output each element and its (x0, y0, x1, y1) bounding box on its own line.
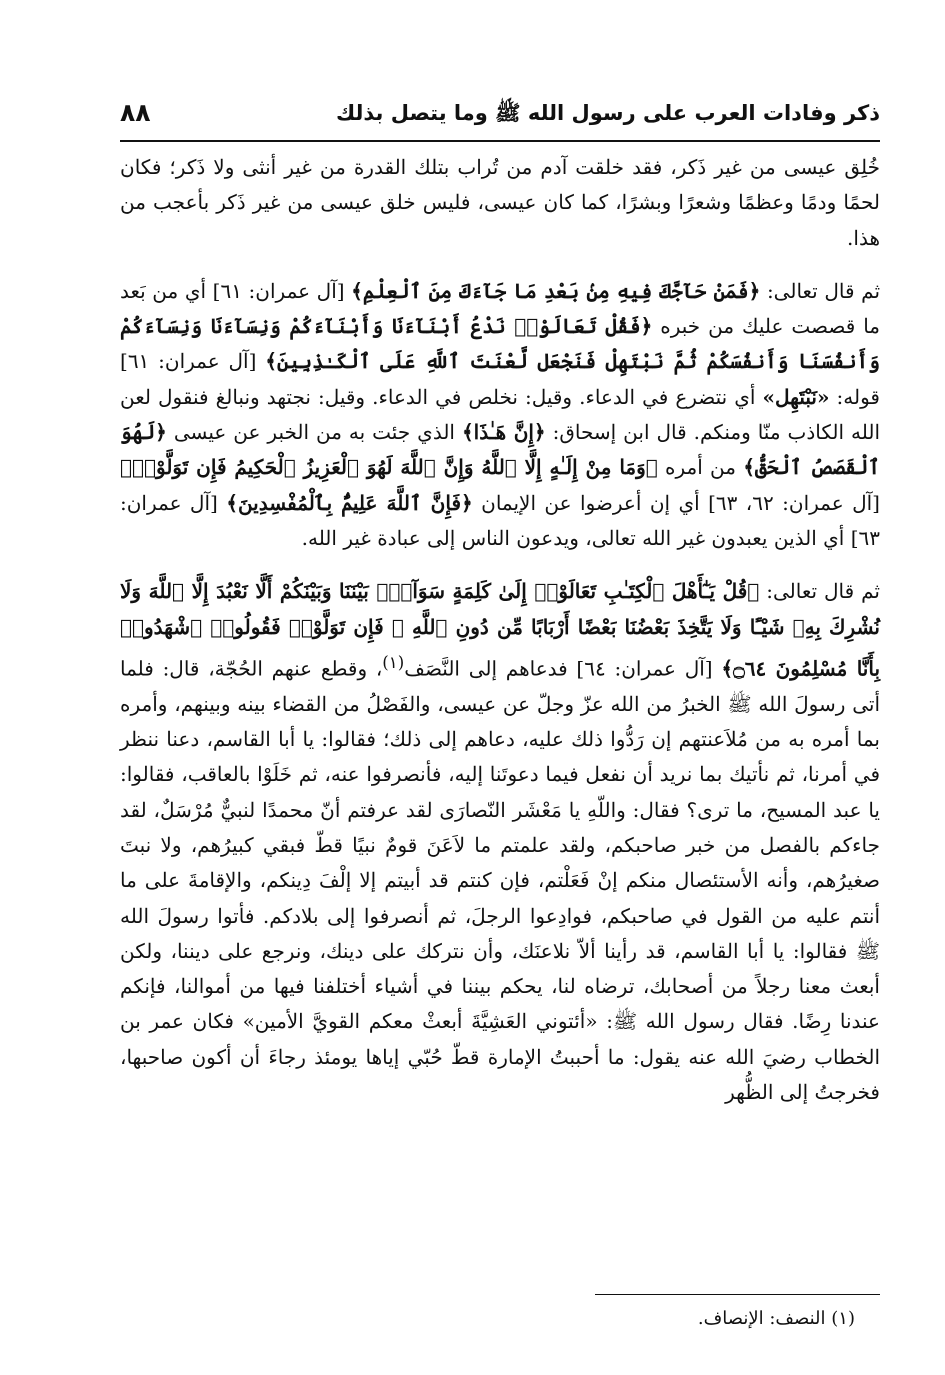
text-run: من أمره (657, 455, 744, 480)
text-run: [آل عمران: ٦١] أي من بَعد ما قصصت عليك من خبره (120, 278, 880, 339)
quran-verse: ﴿إِنَّ هَـٰذَا﴾ (461, 420, 546, 445)
page-number: ٨٨ (120, 98, 151, 127)
text-run: [آل عمران: ٦١] قوله: (120, 349, 880, 409)
quran-verse: ﴿فَمَنْ حَآجَّكَ فِيهِ مِنۢ بَعْدِ مَا جَآءَكَ مِنَ ٱلْعِلْمِ﴾ (351, 278, 761, 303)
footnote-1: (١) النصف: الإنصاف. (697, 1308, 855, 1329)
quran-verse: ﴿لَهُوَ ٱلْقَصَصُ ٱلْحَقُّ﴾ (120, 420, 881, 480)
quran-verse: ﴿فَقُلْ تَعَالَوْا۟ نَدْعُ أَبْنَآءَنَا وَأَبْنَآءَكُمْ وَنِسَآءَنَا وَنِسَآءَكُمْ وَأَنفُسَنَا وَأَنفُسَكُمْ ثُمَّ نَبْتَهِلْ فَنَجْعَل لَّعْنَتَ ٱللَّهِ عَلَى ٱلْكَـٰذِبِينَ﴾ (120, 314, 880, 374)
text-run: ، وقطع عنهم الحُجّة، قال: فلما أتى رسولَ الله ﷺ الخبرُ من الله عزّ وجلّ عن عيسى، والفَصْلُ من القضاء بينه وبينهم، وأمره بما أمره به من مُلاَعنتهم إن رَدُّوا ذلك عليه، دعاهم إلى ذلك؛ فقالوا: يا أبا القاسم، دعنا ننظر في أمرنا، ثم نأتيك بما نريد أن نفعل فيما دعوتَنا إليه، فأنصرفوا عنه، ثم خَلَوْا بالعاقب، فقالوا: يا عبد المسيح، ما ترى؟ فقال: واللّهِ يا مَعْشَر النّصارَى لقد عرفتم أنّ محمدًا لنبيٌّ مُرْسَلٌ، لقد جاءكم بالفصل من خبر صاحبكم، ولقد علمتم ما لاَعَنَ قومٌ نبيًا قطّ فبقي كبيرُهم، ولا نبتَ صغيرُهم، وأنه الأستئصال منكم إنْ فَعَلْتم، فإن كنتم قد أبيتم إلا إلْفَ دِينكم، والإقامةَ على ما أنتم عليه من القول في صاحبكم، فوادِعوا الرجلَ، ثم أنصرفوا إلى بلادكم. فأتوا رسولَ الله ﷺ فقالوا: يا أبا القاسم، قد رأينا ألاّ نلاعنَك، وأن نتركك على دينك، ونرجع على ديننا، ولكن أبعث معنا رجلاً من أصحابك، ترضاه لنا، يحكم بيننا في أشياء أختلفنا فيها من أموالنا، فإنكم عندنا رِضًا. فقال رسول الله ﷺ: «أئتوني العَشِيَّةَ أبعثْ معكم القويَّ الأمين» فكان عمر بن الخطاب رضيَ الله عنه يقول: ما أحببتُ الإمارة قطّ حُبّي إياها يومئذ رجاءَ أن أكون صاحبها، فخرجتُ إلى الظُّهر (120, 656, 880, 1105)
text-run: [آل عمران: ٦٤] فدعاهم إلى النَّصَف (404, 656, 722, 681)
footnote-separator (595, 1294, 880, 1295)
text-run: الذي جئت به من الخبر عن عيسى (166, 420, 462, 445)
quran-verse: ﴿فَإِنَّ ٱللَّهَ عَلِيمٌۢ بِٱلْمُفْسِدِينَ﴾ (226, 490, 473, 515)
text-run: [آل عمران: ٦٣] أي الذين يعبدون غير الله تعالى، ويدعون الناس إلى عبادة غير الله. (120, 490, 880, 550)
footnote-ref: (١) (382, 652, 405, 672)
text-run: ثم قال تعالى: (759, 579, 880, 604)
paragraph-1: خُلِق عيسى من غير ذَكر، فقد خلقت آدم من تُراب بتلك القدرة من غير أنثى ولا ذَكر؛ فكان لحمًا ودمًا وعظمًا وشعرًا وبشرًا، كما كان عيسى، فليس خلق عيسى من غير ذَكر بأعجب من هذا. (120, 155, 880, 250)
text-run: [آل عمران: ٦٢، ٦٣] أي إن أعرضوا عن الإيمان (472, 490, 880, 515)
running-header (120, 92, 880, 142)
main-text (120, 150, 880, 1110)
paragraph-2 (120, 274, 880, 556)
paragraph-3 (120, 574, 880, 1110)
quran-word: «نَبْتَهِل» (762, 384, 830, 409)
quran-verse: ﴿قُلْ يَـٰٓأَهْلَ ٱلْكِتَـٰبِ تَعَالَوْا۟ إِلَىٰ كَلِمَةٍ سَوَآءٍۭ بَيْنَنَا وَبَيْنَكُمْ أَلَّا نَعْبُدَ إِلَّا ٱللَّهَ وَلَا نُشْرِكَ بِهِۦ شَيْـًٔا وَلَا يَتَّخِذَ بَعْضُنَا بَعْضًا أَرْبَابًا مِّن دُونِ ٱللَّهِ ۚ فَإِن تَوَلَّوْا۟ فَقُولُوا۟ ٱشْهَدُوا۟ بِأَنَّا مُسْلِمُونَ ۝٦٤﴾ (120, 579, 881, 681)
text-run: أي نتضرع في الدعاء. وقيل: نخلص في الدعاء. وقيل: نجتهد ونبالغ فنقول لعن الله الكاذب منّا ومنكم. قال ابن إسحاق: (120, 384, 880, 445)
quran-verse: ﴿وَمَا مِنْ إِلَـٰهٍ إِلَّا ٱللَّهُ وَإِنَّ ٱللَّهَ لَهُوَ ٱلْعَزِيزُ ٱلْحَكِيمُ فَإِن تَوَلَّوْا۟﴾ (120, 455, 658, 480)
text-run: ثم قال تعالى: (760, 278, 881, 303)
running-title: ذكر وفادات العرب على رسول الله ﷺ وما يتصل بذلك (335, 101, 880, 125)
